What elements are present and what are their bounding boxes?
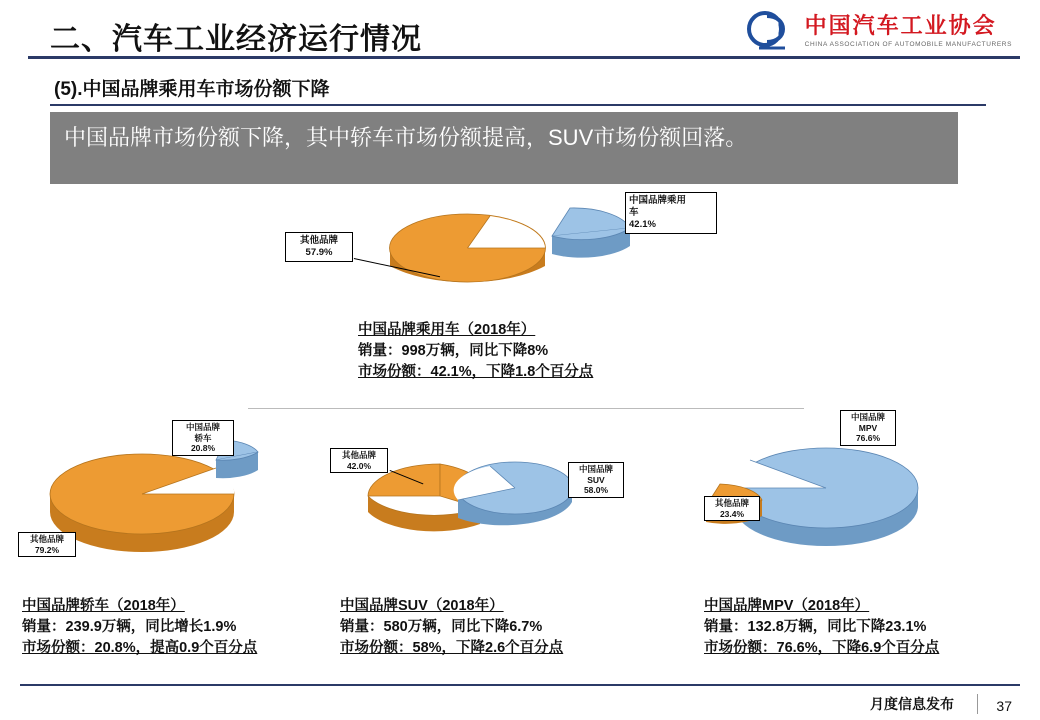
chart-suv [340,440,640,670]
chart-sedan-caption-line3: 市场份额：20.8%，提高0.9个百分点 [22,640,258,657]
logo-text-cn: 中国汽车工业协会 [804,13,997,39]
section-subtitle: (5).中国品牌乘用车市场份额下降 [54,79,330,100]
chart-mpv-caption-line3: 市场份额：76.6%，下降6.9个百分点 [704,640,940,657]
chart-pv-caption-line2: 销量：998万辆，同比下降8% [358,343,549,360]
chart-pv-caption-line3: 市场份额：42.1%，下降1.8个百分点 [358,364,594,381]
section-divider [248,408,804,409]
logo-text-en: CHINA ASSOCIATION OF AUTOMOBILE MANUFACTURERS [804,40,1012,48]
header-divider [28,56,1020,59]
summary-banner: 中国品牌市场份额下降，其中轿车市场份额提高，SUV市场份额回落。 [50,112,958,184]
chart-pv-caption-line1: 中国品牌乘用车（2018年） [358,322,536,338]
chart-suv-caption-line1: 中国品牌SUV（2018年） [340,598,504,614]
chart-sedan [20,420,320,670]
chart-suv-caption-line2: 销量：580万辆，同比下降6.7% [340,619,543,636]
chart-mpv-pie [690,420,980,560]
chart-mpv-caption-line1: 中国品牌MPV（2018年） [704,598,870,614]
chart-suv-caption [340,596,563,659]
chart-pv [299,195,750,396]
footer-separator [977,694,978,714]
chart-mpv [690,412,1000,670]
chart-sedan-caption-line1: 中国品牌轿车（2018年） [22,598,185,614]
chart-sedan-callout-brand: 中国品牌 轿车 20.8% [172,420,234,456]
caam-logo [745,10,1012,52]
footer-divider [20,684,1020,686]
chart-sedan-caption-line2: 销量：239.9万辆，同比增长1.9% [22,619,237,636]
chart-mpv-callout-other: 其他品牌 23.4% [704,496,760,521]
page-number: 37 [996,698,1012,714]
chart-mpv-caption [704,596,939,659]
subtitle-divider [50,104,986,106]
chart-sedan-caption [22,596,257,659]
chart-suv-caption-line3: 市场份额：58%，下降2.6个百分点 [340,640,564,657]
chart-mpv-callout-brand: 中国品牌 MPV 76.6% [840,410,896,446]
caam-logo-icon [745,10,797,52]
chart-suv-callout-other: 其他品牌 42.0% [330,448,388,473]
chart-pv-callout-brand: 中国品牌乘用 车 42.1% [625,192,717,234]
footer-label: 月度信息发布 [870,696,954,712]
chart-mpv-caption-line2: 销量：132.8万辆，同比下降23.1% [704,619,927,636]
page-title: 二、汽车工业经济运行情况 [50,23,422,56]
chart-suv-callout-brand: 中国品牌 SUV 58.0% [568,462,624,498]
chart-pv-caption [358,320,593,383]
chart-pv-callout-other: 其他品牌 57.9% [285,232,353,262]
chart-sedan-callout-other: 其他品牌 79.2% [18,532,76,557]
